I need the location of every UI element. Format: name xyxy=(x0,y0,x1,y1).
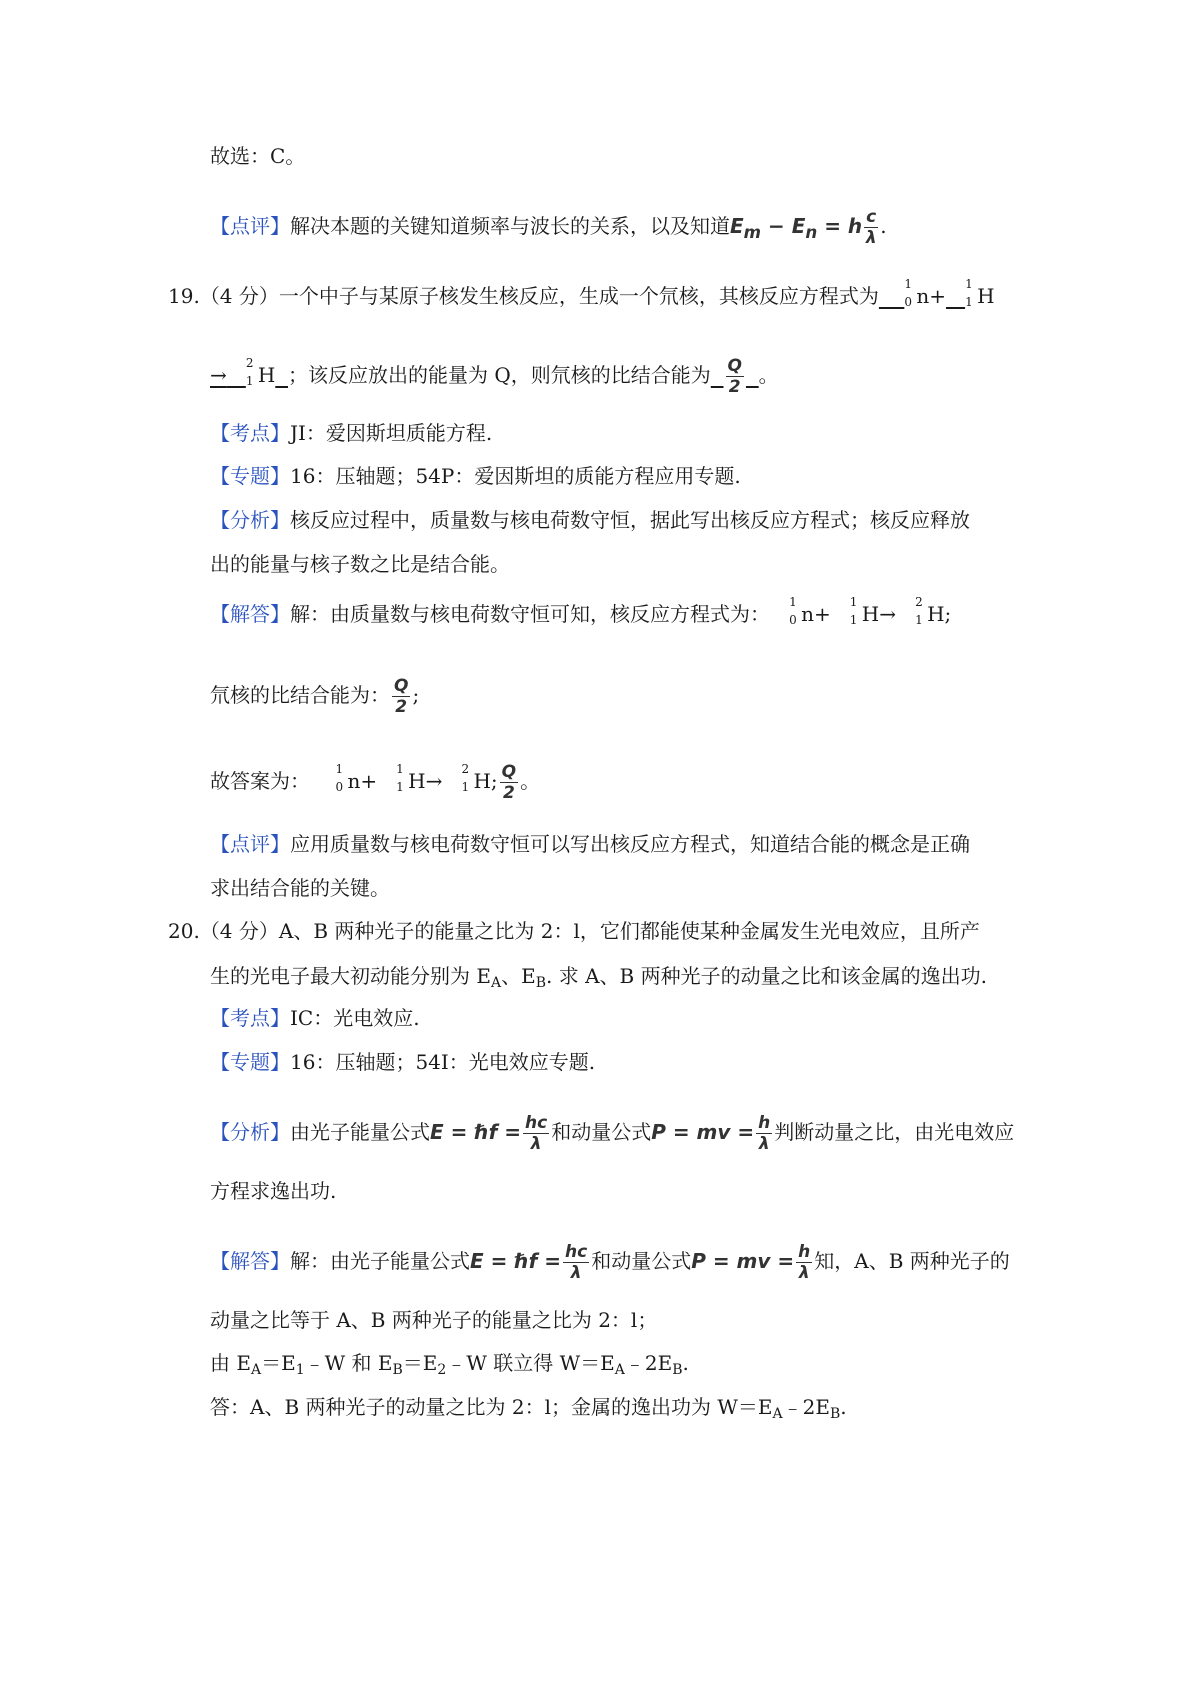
review-tag: 【点评】 xyxy=(210,214,290,238)
q-over-2: $\frac{Q}{2}$ xyxy=(727,356,742,397)
c-over-lambda: $\frac{c}{\lambda}$ xyxy=(865,207,877,248)
q20-fenxi-2: 方程求逸出功. xyxy=(210,1179,337,1203)
q20-kaodian: 【考点】IC：光电效应. xyxy=(210,1006,420,1030)
q20-stem: 20.（4 分）A、B 两种光子的能量之比为 2：l，它们都能使某种金属发生光电效应，且所产 xyxy=(168,919,980,943)
q20-stem-2: 生的光电子最大初动能分别为 $E_A$、$E_B$. 求 A、B 两种光子的动量之比和该金属的逸出功. xyxy=(210,964,987,991)
q19-jieda: 【解答】解：由质量数与核电荷数守恒可知，核反应方程式为： 1 0 n+ 1 1 H→ 2 1 H; xyxy=(210,595,952,627)
q19-kaodian: 【考点】JI：爱因斯坦质能方程. xyxy=(210,421,493,445)
q20-fenxi: 【分析】由光子能量公式E = ℏf = $\frac{hc}{\lambda}$ 和动量公式P = mv = $\frac{h}{\lambda}$ 判断动量之比，由光电效应 xyxy=(210,1113,1015,1154)
deuterium-symbol: 2 1 H xyxy=(245,356,276,388)
q20-number: 20. xyxy=(168,919,200,943)
q20-answer: 答：A、B 两种光子的动量之比为 2：l；金属的逸出功为 $W=E_A﹣2E_B$. xyxy=(210,1395,847,1422)
q19-answer: 故答案为： 1 0 n+ 1 1 H→ 2 1 H; $\frac{Q}{2}$ 。 xyxy=(210,762,541,803)
q19-number: 19. xyxy=(168,284,200,308)
q20-jieda-3: 由 $E_A=E_1﹣W$ 和 $E_B=E_2﹣W$ 联立得 $W=E_A﹣2E_B$. xyxy=(210,1351,689,1378)
q19-zhuanti: 【专题】16：压轴题；54P：爱因斯坦的质能方程应用专题. xyxy=(210,464,741,488)
energy-level-formula: $E_m - E_n = h$ xyxy=(730,214,863,242)
q19-stem: 19.（4 分）一个中子与某原子核发生核反应，生成一个氘核，其核反应方程式为 1 0 n+ 1 1 H xyxy=(168,277,995,309)
q19-fenxi: 【分析】核反应过程中，质量数与核电荷数守恒，据此写出核反应方程式；核反应释放 xyxy=(210,508,970,532)
prev-review: 【点评】解决本题的关键知道频率与波长的关系，以及知道$E_m - E_n = h$ $\frac{c}{\lambda}$ . xyxy=(210,207,887,248)
q20-jieda: 【解答】解：由光子能量公式E = ℏf = $\frac{hc}{\lambda}$ 和动量公式P = mv = $\frac{h}{\lambda}$ 知，A、B 两种光子的 xyxy=(210,1242,1010,1283)
q19-dianping-2: 求出结合能的关键。 xyxy=(210,876,390,900)
q19-jieda-2: 氘核的比结合能为： $\frac{Q}{2}$ ; xyxy=(210,676,420,717)
q19-fenxi-2: 出的能量与核子数之比是结合能。 xyxy=(210,552,510,576)
neutron-symbol: 1 0 n+ xyxy=(904,277,946,309)
q19-dianping: 【点评】应用质量数与核电荷数守恒可以写出核反应方程式，知道结合能的概念是正确 xyxy=(210,832,970,856)
prev-choice: 故选：C。 xyxy=(210,144,306,168)
review-text: 解决本题的关键知道频率与波长的关系，以及知道 xyxy=(290,214,730,238)
hydrogen-1-symbol: 1 1 H xyxy=(965,277,995,309)
q20-jieda-2: 动量之比等于 A、B 两种光子的能量之比为 2：l； xyxy=(210,1308,658,1332)
q20-zhuanti: 【专题】16：压轴题；54I：光电效应专题. xyxy=(210,1050,596,1074)
q19-stem-2: → 2 1 H ；该反应放出的能量为 Q，则氘核的比结合能为 $\frac{Q}{2}$ 。 xyxy=(210,356,779,397)
